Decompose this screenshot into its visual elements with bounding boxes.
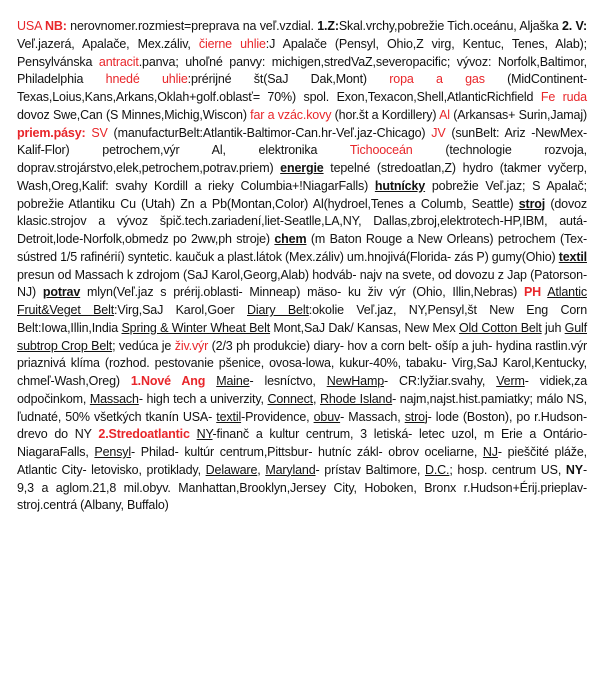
text-run <box>205 374 216 388</box>
text-run: presun od Massach k zdrojom (SaJ Karol,Georg,Alab) hodváb- najv na svete, od dovozu z Jap (Patorson-NJ) <box>17 267 587 300</box>
text-run: Maryland <box>265 462 316 477</box>
text-run: Massach <box>89 391 139 406</box>
text-run: Tichooceán <box>349 143 413 158</box>
text-run: stroj <box>404 409 428 424</box>
text-run: juh <box>541 320 565 335</box>
text-run: SV <box>91 125 108 140</box>
text-run: živ.výr <box>174 338 209 353</box>
text-run: :prérijné št(SaJ Dak,Mont) <box>187 72 390 87</box>
text-run: Al <box>439 107 450 122</box>
text-run: (manufacturBelt:Atlantik-Baltimor-Can.hr-Veľ.jaz-Chicago) <box>107 125 432 140</box>
text-run: , <box>257 462 266 477</box>
text-run: :okolie Veľ.jaz, NY,Pensyl,št New Eng Corn Belt:Iowa,Illin,India <box>17 303 587 335</box>
text-run: - high tech a univerzity, <box>138 391 268 406</box>
text-run: - 9,3 a aglom.21,8 mil.obyv. Manhattan,Brooklyn,Jersey City, Hoboken, Bronx r.Hudson+Érij.prieplav- stroj.centrá (Albany, Buffalo) <box>17 462 587 513</box>
text-run: stroj <box>518 196 546 211</box>
text-run: Maine <box>216 374 250 388</box>
text-run: obuv <box>313 409 341 424</box>
text-run: 1.Nové Ang <box>130 374 206 388</box>
text-run: Verm <box>496 374 525 388</box>
text-run: hutnícky <box>374 178 426 193</box>
text-run: NY <box>196 427 213 442</box>
text-run: -finanč a kultur centrum, 3 letiská- letec uzol, m Erie a Ontário- NiagaraFalls, <box>17 427 587 459</box>
text-run: ropa a gas <box>389 72 485 87</box>
text-run: Veľ.jazerá, Apalače, Mex.záliv, <box>17 36 199 51</box>
text-run: 2. V: <box>561 19 588 33</box>
document-body <box>17 18 587 515</box>
text-run: .panva; uhoľné panvy: michigen,stredVaZ,severopacific; vývoz: Norfolk,Baltimor, Philadelphia <box>17 54 587 87</box>
text-run: JV <box>431 125 446 140</box>
text-run: (sunBelt: Ariz -NewMex-Kalif-Flor) petrochem,výr Al, elektronika <box>17 125 587 158</box>
text-run: - lode (Boston), po r.Hudson-drevo do NY <box>17 409 587 442</box>
text-run: čierne uhlie <box>198 36 266 51</box>
text-run: 2.Stredoatlantic <box>98 427 190 442</box>
text-run: Skal.vrchy,pobrežie Tich.oceánu, Aljaška <box>338 19 562 33</box>
text-run: (m Baton Rouge a New Orleans) petrochem (Tex-sústred 1/5 rafinérií) syntetic. kaučuk a plast.látok (Mex.záliv) um.hnojivá(Florida- zás P) gumy(Ohio) <box>17 232 587 264</box>
text-run: 1.Z: <box>317 19 339 33</box>
text-run: Delaware <box>205 462 258 477</box>
text-run: NY <box>565 462 583 477</box>
text-run: , <box>313 391 320 406</box>
text-run: pobrežie Veľ.jaz; S Apalač; pobrežie Atlantiku Cu (Utah) Zn a Pb(Montan,Color) Al(hydroel,Tenes a Columb, Seattle) <box>17 178 587 211</box>
text-run: :Virg,SaJ Karol,Goer <box>114 303 247 317</box>
text-run: textil <box>558 249 587 264</box>
text-run: far a vzác.kovy <box>250 107 332 122</box>
text-run: NJ <box>482 445 498 459</box>
text-run: Connect <box>267 391 314 406</box>
text-run: hnedé uhlie <box>105 72 188 87</box>
text-run: Spring & Winter Wheat Belt <box>121 320 271 335</box>
text-run: PH <box>523 285 542 300</box>
text-run: - prístav Baltimore, <box>315 462 425 477</box>
text-run: (Arkansas+ Surin,Jamaj) <box>449 107 587 122</box>
text-run: Pensyl <box>94 445 132 459</box>
text-run: chem <box>274 232 307 246</box>
text-run: nerovnomer.rozmiest=preprava na veľ.vzdial. <box>66 19 318 33</box>
text-run: - Philad- kultúr centrum,Pittsbur- hutníc zákl- obrov oceliarne, <box>131 445 483 459</box>
text-run: tepelné (stredoatlan,Z) hydro (takmer vyčerp, Wash,Oreg,Kalif: svahy Kordill a rieky Columbia+!NiagarFalls) <box>17 161 587 193</box>
text-run: NB: <box>44 19 67 33</box>
text-run: Old Cotton Belt <box>458 320 542 335</box>
text-run: (hor.št a Kordillery) <box>331 107 440 122</box>
text-run <box>190 427 197 441</box>
text-run: potrav <box>42 285 81 300</box>
text-run: Rhode Island <box>319 391 393 406</box>
text-run: - vidiek,za odpočinkom, <box>17 374 588 406</box>
text-run: dovoz Swe,Can (S Minnes,Michig,Wiscon) <box>17 107 251 122</box>
text-run: ; hosp. centrum US, <box>449 462 566 477</box>
text-run: Mont,SaJ Dak/ Kansas, New Mex <box>270 320 459 335</box>
text-run: -Providence, <box>241 409 314 424</box>
text-run: - najm,najst.hist.pamiatky; málo NS, ľudnaté, 50% všetkých tkanín USA- <box>17 391 588 424</box>
text-run: antracit <box>98 54 139 69</box>
text-run: Fe ruda <box>540 90 587 104</box>
text-run: Gulf subtrop Crop Belt <box>17 320 587 353</box>
text-run: energie <box>280 161 324 175</box>
text-run: - lesníctvo, <box>249 374 327 388</box>
text-run: Atlantic Fruit&Veget Belt <box>17 285 587 317</box>
text-run: priem.pásy: <box>17 125 86 140</box>
text-run: ; vedúca je <box>112 338 175 353</box>
text-run: - pieščité pláže, Atlantic City- letovisko, protiklady, <box>17 445 587 477</box>
text-run: :J Apalače (Pensyl, Ohio,Z virg, Kentuc, Tenes, Alab); Pensylvánska <box>17 36 587 69</box>
text-run: NewHamp <box>326 374 385 388</box>
text-run: (dovoz klasic.strojov a vývoz špič.tech.zariadení,liet-Seatlle,LA,NY, Dallas,zbroj,elektrotech-HP,IBM, autá-Detroit,lode-Norfolk,obmedz po 2ww,ph stroje) <box>17 196 587 246</box>
text-run: D.C. <box>424 462 450 477</box>
text-run: (MidContinent-Texas,Loius,Kans,Arkans,Oklah+golf.oblasť= 70%) spol. Exon,Texacon,Shell,AtlanticRichfield <box>17 72 588 104</box>
text-run: Diary Belt <box>247 303 309 317</box>
text-run: USA <box>17 19 45 33</box>
text-run: (2/3 ph produkcie) diary- hov a corn belt- ošíp a juh- hydina rastlin.výr priaznivá klíma (rozhod. pestovanie pšenice, ovosa-lowa, kukur-40%, tabaku- Virg,SaJ Karol,Kentucky, chmeľ-Wash,Oreg) <box>17 338 588 388</box>
text-run: - Massach, <box>340 409 405 424</box>
text-run: mlyn(Veľ.jaz s prérij.oblasti- Minneap) mäso- ku živ výr (Ohio, Illin,Nebras) <box>80 285 524 300</box>
text-run: textil <box>216 409 242 424</box>
text-run: - CR:lyžiar.svahy, <box>384 374 497 388</box>
text-run: (technologie rozvoja, doprav.strojárstvo,elek,petrochem,potrav.priem) <box>17 143 587 175</box>
